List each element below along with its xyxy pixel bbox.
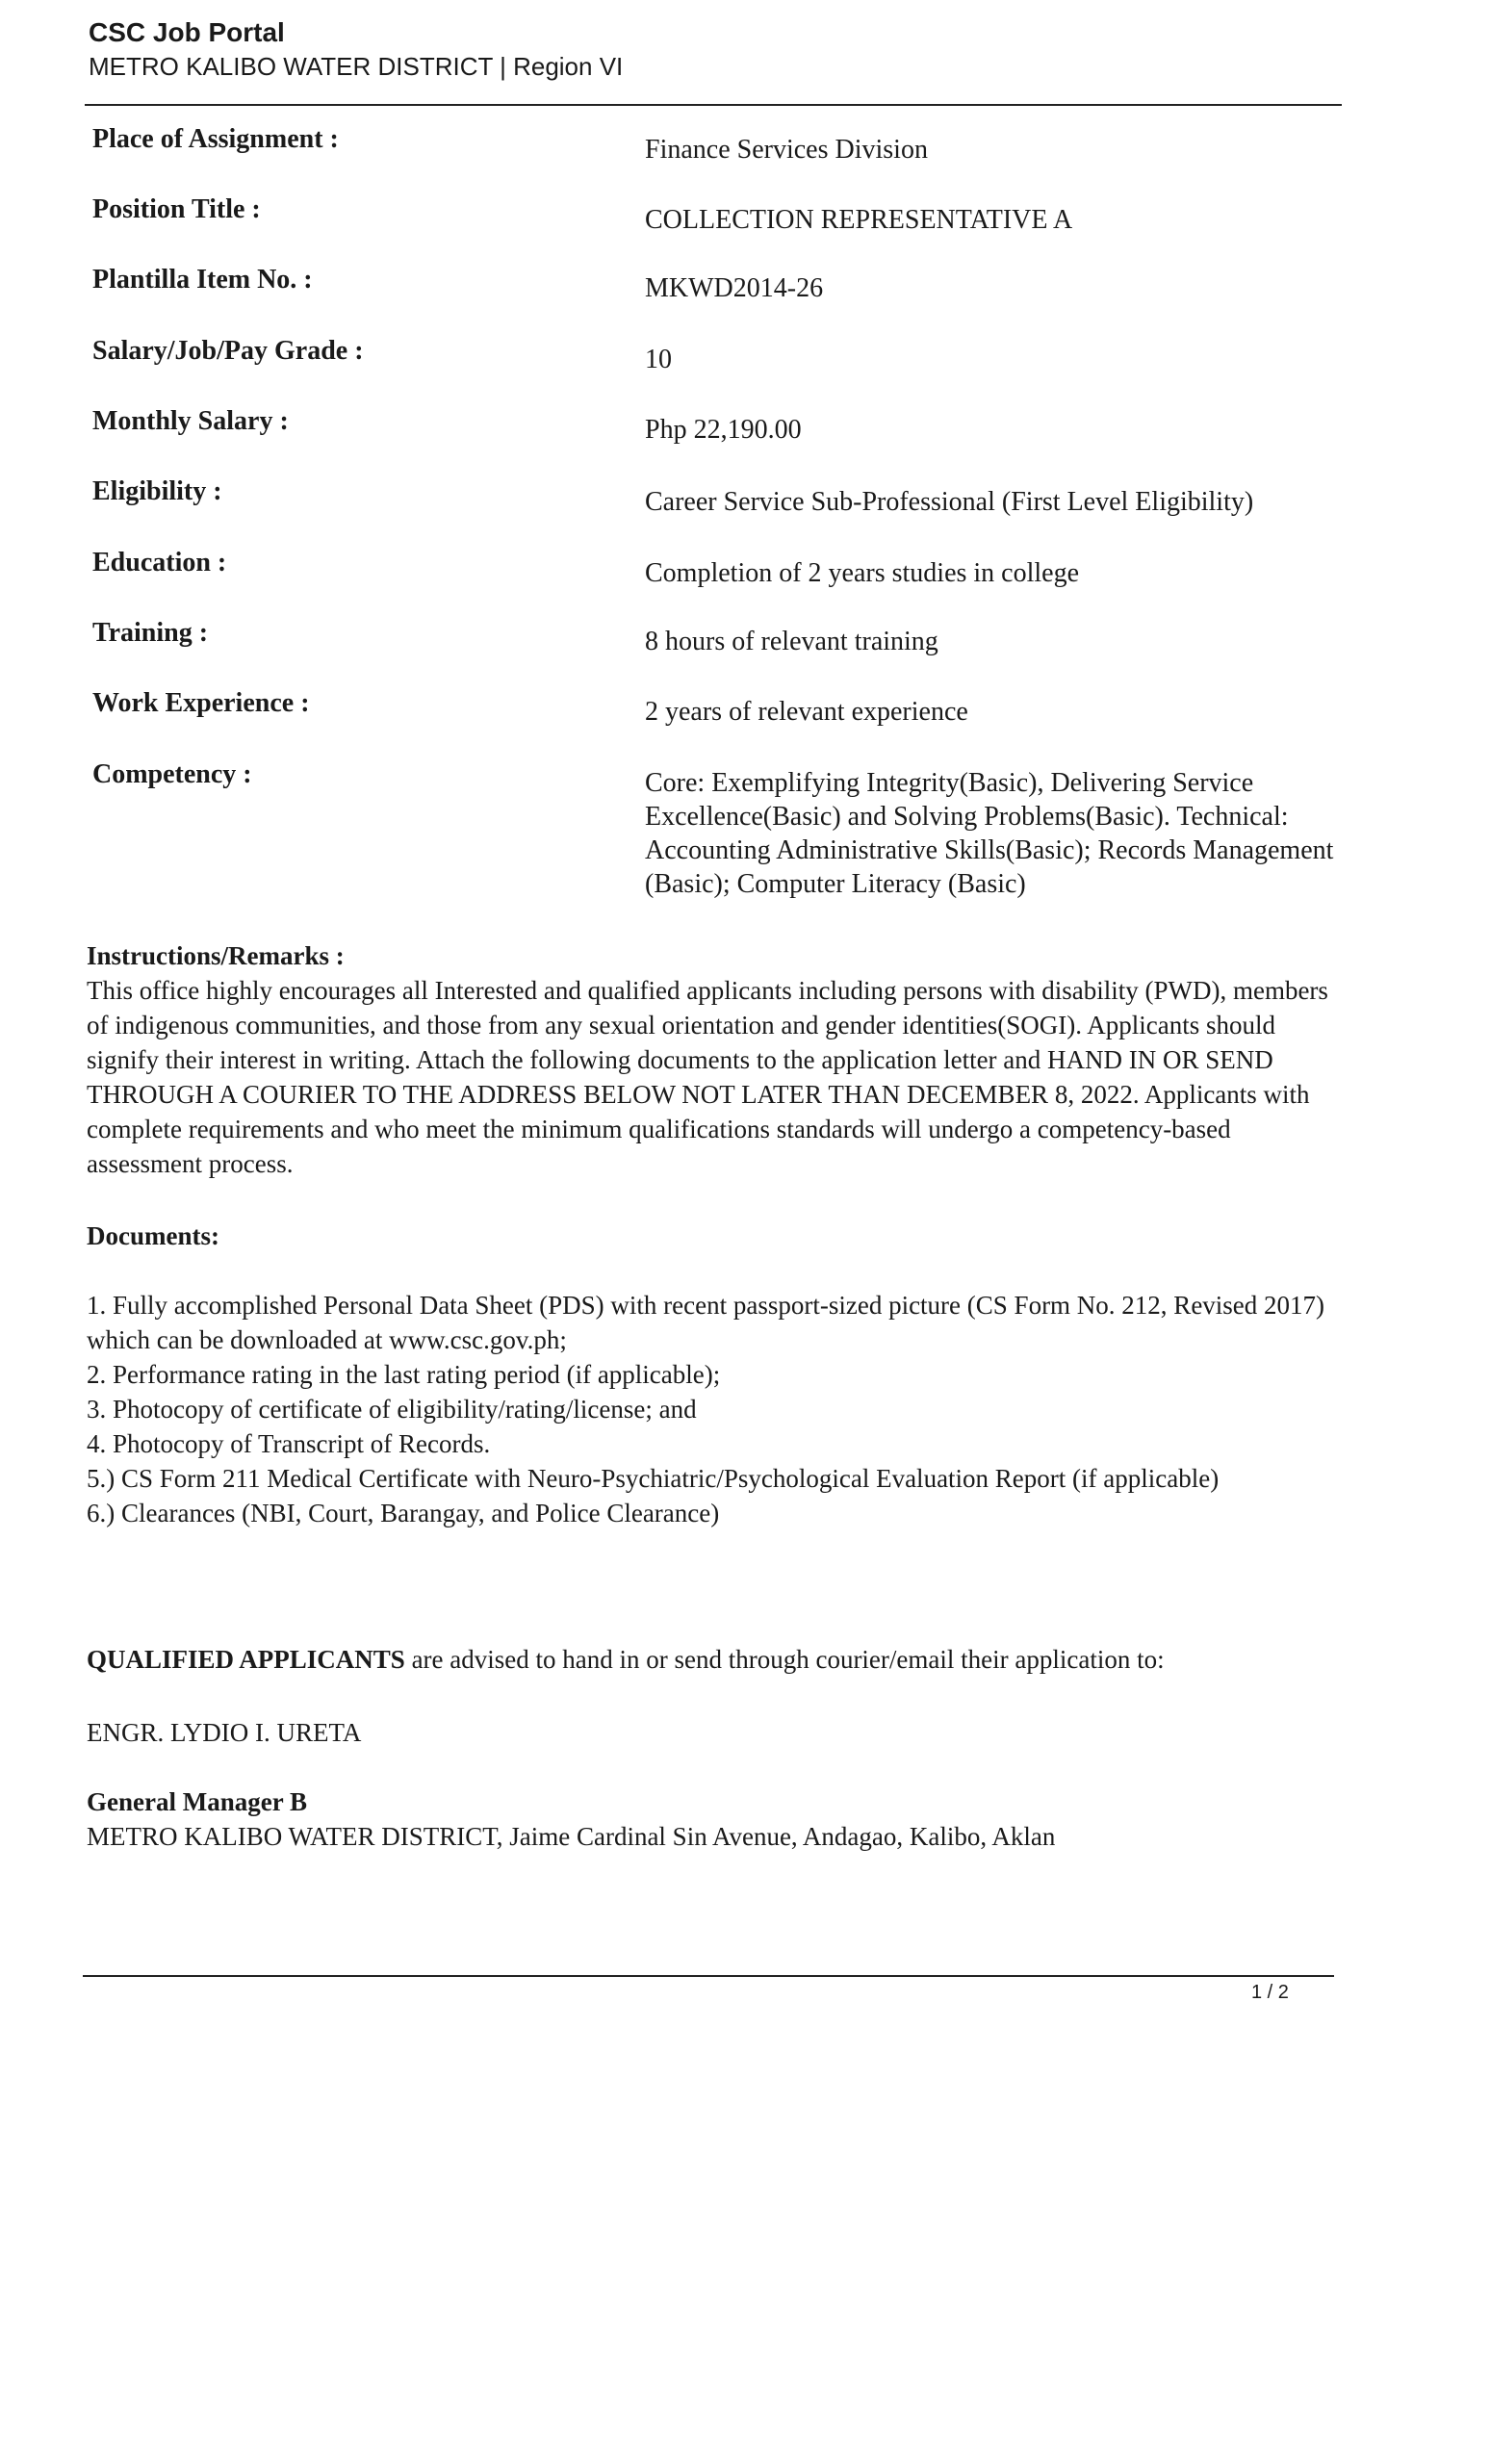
field-value: Php 22,190.00 — [645, 415, 802, 445]
field-label: Salary/Job/Pay Grade : — [92, 336, 364, 366]
header-divider — [85, 104, 1342, 106]
page-header — [89, 15, 1340, 83]
list-item: 2. Performance rating in the last rating period (if applicable); — [87, 1360, 721, 1389]
field-value: MKWD2014-26 — [645, 273, 824, 303]
instructions-text: This office highly encourages all Interested and qualified applicants including persons with disability (PWD), members of indigenous communities, and those from any sexual orientation and gender identities(SOGI). Applicants should signify their interest in writing. Attach the following documents to the application letter and HAND IN OR SEND THROUGH A COURIER TO THE ADDRESS BELOW NOT LATER THAN DECEMBER 8, 2022. Applicants with complete requirements and who meet the minimum qualifications standards will undergo a competency-based assessment process. — [87, 976, 1328, 1178]
field-value: Career Service Sub-Professional (First Level Eligibility) — [645, 487, 1254, 517]
organization-subtitle: METRO KALIBO WATER DISTRICT | Region VI — [89, 52, 624, 81]
contact-block — [87, 1784, 1328, 1854]
field-label: Work Experience : — [92, 688, 310, 718]
field-label: Training : — [92, 618, 209, 648]
page-number: 1 / 2 — [1251, 1982, 1289, 2003]
list-item: 5.) CS Form 211 Medical Certificate with Neuro-Psychiatric/Psychological Evaluation Report (if applicable) — [87, 1464, 1220, 1493]
field-label: Education : — [92, 548, 227, 578]
instructions-heading: Instructions/Remarks : — [87, 941, 345, 970]
list-item: 1. Fully accomplished Personal Data Sheet (PDS) with recent passport-sized picture (CS Form No. 212, Revised 2017) which can be downloaded at www.csc.gov.ph; — [87, 1291, 1325, 1354]
field-label: Monthly Salary : — [92, 406, 289, 436]
field-value: Core: Exemplifying Integrity(Basic), Delivering Service Excellence(Basic) and Solving Problems(Basic). Technical: Accounting Administrative Skills(Basic); Records Management (Basic); Computer Literacy (Basic) — [645, 768, 1334, 899]
portal-title: CSC Job Portal — [89, 17, 285, 47]
footer-divider — [83, 1975, 1334, 1977]
documents-heading-text: Documents: — [87, 1221, 219, 1250]
instructions-section — [87, 938, 1328, 1181]
list-item: 3. Photocopy of certificate of eligibility/rating/license; and — [87, 1395, 697, 1424]
field-label: Place of Assignment : — [92, 124, 339, 154]
qualified-applicants-note — [87, 1642, 1328, 1677]
field-label: Position Title : — [92, 194, 261, 224]
field-value: 10 — [645, 345, 672, 374]
field-label: Eligibility : — [92, 476, 222, 506]
list-item: 6.) Clearances (NBI, Court, Barangay, and Police Clearance) — [87, 1499, 720, 1527]
documents-heading — [87, 1219, 1328, 1253]
field-value: Completion of 2 years studies in college — [645, 558, 1080, 588]
documents-list — [87, 1288, 1328, 1530]
field-value: 8 hours of relevant training — [645, 627, 938, 656]
contact-name: ENGR. LYDIO I. URETA — [87, 1718, 362, 1747]
field-value: Finance Services Division — [645, 135, 928, 165]
field-value: 2 years of relevant experience — [645, 697, 968, 727]
contact-title: General Manager B — [87, 1787, 307, 1816]
field-label: Plantilla Item No. : — [92, 265, 313, 295]
list-item: 4. Photocopy of Transcript of Records. — [87, 1429, 491, 1458]
qualified-applicants-text: are advised to hand in or send through courier/email their application to: — [404, 1645, 1165, 1674]
qualified-applicants-label: QUALIFIED APPLICANTS — [87, 1645, 405, 1674]
field-label: Competency : — [92, 759, 252, 789]
field-value: COLLECTION REPRESENTATIVE A — [645, 205, 1073, 235]
contact-address: METRO KALIBO WATER DISTRICT, Jaime Cardinal Sin Avenue, Andagao, Kalibo, Aklan — [87, 1822, 1056, 1851]
